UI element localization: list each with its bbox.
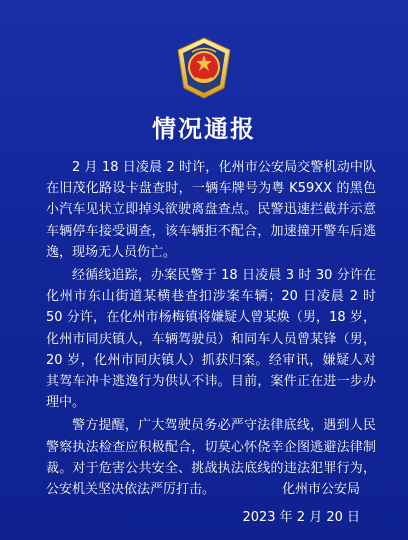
notice-body bbox=[46, 157, 376, 500]
notice-paragraph-3: 警方提醒，广大驾驶员务必严守法律底线，遇到人民警察执法检查应积极配合，切莫心怀侥幸企图逃避法律制裁。对于危害公共安全、挑战执法底线的违法犯罪行为，公安机关坚决依法严厉打击。 bbox=[46, 418, 376, 498]
notice-paragraph-1: 2 月 18 日凌晨 2 时许，化州市公安局交警机动中队在旧茂化路设卡盘查时，一辆车牌号为粤 K59XX 的黑色小汽车见状立即掉头欲驶离盘查点。民警迅速拦截并示意车辆停车接受调查，该车辆拒不配合，加速撞开警车后逃逸，现场无人员伤亡。 bbox=[46, 160, 376, 260]
notice-signature bbox=[200, 480, 360, 536]
notice-paragraph-2: 经循线追踪，办案民警于 18 日凌晨 3 时 30 分许在化州市东山街道某横巷查扣涉案车辆；20 日凌晨 2 时 50 分许，在化州市杨梅镇将嫌疑人曾某焕（男，18 岁，化州市同庆镇人，车辆驾驶员）和同车人员曾某锋（男，20 岁，化州市同庆镇人）抓获归案。经审讯，嫌疑人对其驾车冲卡逃逸行为供认不讳。目前，案件正在进一步办理中。 bbox=[46, 268, 376, 411]
police-badge-icon bbox=[172, 36, 236, 100]
issue-date: 2023 年 2 月 20 日 bbox=[242, 510, 360, 525]
notice-title: 情况通报 bbox=[152, 115, 256, 143]
issuer-name: 化州市公安局 bbox=[281, 482, 360, 497]
